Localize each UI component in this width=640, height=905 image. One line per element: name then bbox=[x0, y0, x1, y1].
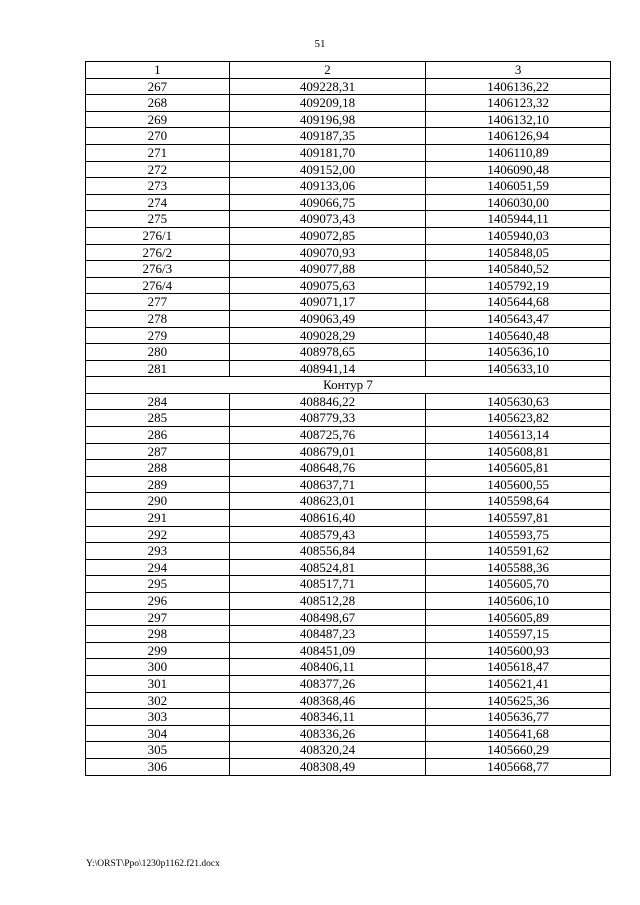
y-coordinate-cell: 1405643,47 bbox=[426, 310, 611, 327]
x-coordinate-cell: 408637,71 bbox=[229, 476, 426, 493]
point-number-cell: 284 bbox=[86, 393, 230, 410]
table-row bbox=[86, 609, 611, 626]
y-coordinate-cell: 1405600,55 bbox=[426, 476, 611, 493]
point-number-cell: 295 bbox=[86, 576, 230, 593]
y-coordinate-cell: 1405636,77 bbox=[426, 709, 611, 726]
table-row bbox=[86, 261, 611, 278]
table-row bbox=[86, 410, 611, 427]
point-number-cell: 286 bbox=[86, 427, 230, 444]
table-row bbox=[86, 144, 611, 161]
table-row bbox=[86, 327, 611, 344]
point-number-cell: 267 bbox=[86, 78, 230, 95]
coordinates-table-body bbox=[86, 62, 611, 776]
y-coordinate-cell: 1405625,36 bbox=[426, 692, 611, 709]
y-coordinate-cell: 1405630,63 bbox=[426, 393, 611, 410]
y-coordinate-cell: 1405605,81 bbox=[426, 460, 611, 477]
table-row bbox=[86, 244, 611, 261]
table-row bbox=[86, 593, 611, 610]
table-row bbox=[86, 393, 611, 410]
y-coordinate-cell: 1405588,36 bbox=[426, 559, 611, 576]
x-coordinate-cell: 408556,84 bbox=[229, 543, 426, 560]
table-header-row bbox=[86, 62, 611, 79]
x-coordinate-cell: 409209,18 bbox=[229, 95, 426, 112]
header-cell-y: 3 bbox=[426, 62, 611, 79]
point-number-cell: 268 bbox=[86, 95, 230, 112]
point-number-cell: 291 bbox=[86, 510, 230, 527]
y-coordinate-cell: 1405660,29 bbox=[426, 742, 611, 759]
x-coordinate-cell: 409072,85 bbox=[229, 227, 426, 244]
y-coordinate-cell: 1405606,10 bbox=[426, 593, 611, 610]
x-coordinate-cell: 408498,67 bbox=[229, 609, 426, 626]
y-coordinate-cell: 1405633,10 bbox=[426, 360, 611, 377]
point-number-cell: 296 bbox=[86, 593, 230, 610]
y-coordinate-cell: 1406136,22 bbox=[426, 78, 611, 95]
table-row bbox=[86, 310, 611, 327]
y-coordinate-cell: 1406123,32 bbox=[426, 95, 611, 112]
point-number-cell: 276/1 bbox=[86, 227, 230, 244]
table-row bbox=[86, 675, 611, 692]
x-coordinate-cell: 408579,43 bbox=[229, 526, 426, 543]
x-coordinate-cell: 408524,81 bbox=[229, 559, 426, 576]
point-number-cell: 292 bbox=[86, 526, 230, 543]
x-coordinate-cell: 409196,98 bbox=[229, 111, 426, 128]
table-row bbox=[86, 227, 611, 244]
table-row bbox=[86, 559, 611, 576]
table-row bbox=[86, 427, 611, 444]
y-coordinate-cell: 1405644,68 bbox=[426, 294, 611, 311]
table-row bbox=[86, 659, 611, 676]
table-row bbox=[86, 360, 611, 377]
section-row bbox=[86, 377, 611, 394]
x-coordinate-cell: 409066,75 bbox=[229, 194, 426, 211]
table-row bbox=[86, 443, 611, 460]
table-row bbox=[86, 277, 611, 294]
y-coordinate-cell: 1406132,10 bbox=[426, 111, 611, 128]
point-number-cell: 275 bbox=[86, 211, 230, 228]
y-coordinate-cell: 1406090,48 bbox=[426, 161, 611, 178]
point-number-cell: 290 bbox=[86, 493, 230, 510]
point-number-cell: 293 bbox=[86, 543, 230, 560]
x-coordinate-cell: 409152,00 bbox=[229, 161, 426, 178]
table-row bbox=[86, 178, 611, 195]
table-row bbox=[86, 161, 611, 178]
y-coordinate-cell: 1405608,81 bbox=[426, 443, 611, 460]
point-number-cell: 288 bbox=[86, 460, 230, 477]
y-coordinate-cell: 1405623,82 bbox=[426, 410, 611, 427]
y-coordinate-cell: 1405641,68 bbox=[426, 725, 611, 742]
point-number-cell: 287 bbox=[86, 443, 230, 460]
point-number-cell: 285 bbox=[86, 410, 230, 427]
y-coordinate-cell: 1405621,41 bbox=[426, 675, 611, 692]
point-number-cell: 270 bbox=[86, 128, 230, 145]
x-coordinate-cell: 408978,65 bbox=[229, 344, 426, 361]
y-coordinate-cell: 1405944,11 bbox=[426, 211, 611, 228]
x-coordinate-cell: 408487,23 bbox=[229, 626, 426, 643]
table-row bbox=[86, 211, 611, 228]
y-coordinate-cell: 1406126,94 bbox=[426, 128, 611, 145]
x-coordinate-cell: 409075,63 bbox=[229, 277, 426, 294]
table-row bbox=[86, 111, 611, 128]
x-coordinate-cell: 408616,40 bbox=[229, 510, 426, 527]
point-number-cell: 280 bbox=[86, 344, 230, 361]
table-row bbox=[86, 128, 611, 145]
x-coordinate-cell: 409028,29 bbox=[229, 327, 426, 344]
point-number-cell: 276/4 bbox=[86, 277, 230, 294]
table-row bbox=[86, 476, 611, 493]
point-number-cell: 271 bbox=[86, 144, 230, 161]
file-path-footer: Y:\ORST\Ppo\1230p1162.f21.docx bbox=[86, 859, 220, 869]
point-number-cell: 300 bbox=[86, 659, 230, 676]
table-row bbox=[86, 294, 611, 311]
table-row bbox=[86, 194, 611, 211]
y-coordinate-cell: 1405605,70 bbox=[426, 576, 611, 593]
y-coordinate-cell: 1405848,05 bbox=[426, 244, 611, 261]
x-coordinate-cell: 408336,26 bbox=[229, 725, 426, 742]
y-coordinate-cell: 1405598,64 bbox=[426, 493, 611, 510]
x-coordinate-cell: 408308,49 bbox=[229, 758, 426, 775]
x-coordinate-cell: 408517,71 bbox=[229, 576, 426, 593]
point-number-cell: 276/2 bbox=[86, 244, 230, 261]
x-coordinate-cell: 408320,24 bbox=[229, 742, 426, 759]
x-coordinate-cell: 409228,31 bbox=[229, 78, 426, 95]
point-number-cell: 304 bbox=[86, 725, 230, 742]
y-coordinate-cell: 1405840,52 bbox=[426, 261, 611, 278]
header-cell-x: 2 bbox=[229, 62, 426, 79]
table-row bbox=[86, 709, 611, 726]
y-coordinate-cell: 1405792,19 bbox=[426, 277, 611, 294]
table-row bbox=[86, 692, 611, 709]
y-coordinate-cell: 1406051,59 bbox=[426, 178, 611, 195]
table-row bbox=[86, 460, 611, 477]
x-coordinate-cell: 408623,01 bbox=[229, 493, 426, 510]
table-row bbox=[86, 493, 611, 510]
table-row bbox=[86, 95, 611, 112]
point-number-cell: 298 bbox=[86, 626, 230, 643]
point-number-cell: 278 bbox=[86, 310, 230, 327]
y-coordinate-cell: 1405940,03 bbox=[426, 227, 611, 244]
table-row bbox=[86, 725, 611, 742]
point-number-cell: 274 bbox=[86, 194, 230, 211]
y-coordinate-cell: 1405593,75 bbox=[426, 526, 611, 543]
x-coordinate-cell: 408406,11 bbox=[229, 659, 426, 676]
y-coordinate-cell: 1405605,89 bbox=[426, 609, 611, 626]
y-coordinate-cell: 1405591,62 bbox=[426, 543, 611, 560]
x-coordinate-cell: 409070,93 bbox=[229, 244, 426, 261]
y-coordinate-cell: 1406110,89 bbox=[426, 144, 611, 161]
table-row bbox=[86, 626, 611, 643]
x-coordinate-cell: 408512,28 bbox=[229, 593, 426, 610]
x-coordinate-cell: 408451,09 bbox=[229, 642, 426, 659]
point-number-cell: 299 bbox=[86, 642, 230, 659]
x-coordinate-cell: 408377,26 bbox=[229, 675, 426, 692]
y-coordinate-cell: 1405613,14 bbox=[426, 427, 611, 444]
x-coordinate-cell: 408368,46 bbox=[229, 692, 426, 709]
point-number-cell: 279 bbox=[86, 327, 230, 344]
x-coordinate-cell: 409187,35 bbox=[229, 128, 426, 145]
x-coordinate-cell: 409077,88 bbox=[229, 261, 426, 278]
point-number-cell: 276/3 bbox=[86, 261, 230, 278]
point-number-cell: 305 bbox=[86, 742, 230, 759]
y-coordinate-cell: 1405636,10 bbox=[426, 344, 611, 361]
table-row bbox=[86, 526, 611, 543]
x-coordinate-cell: 408648,76 bbox=[229, 460, 426, 477]
point-number-cell: 301 bbox=[86, 675, 230, 692]
x-coordinate-cell: 409071,17 bbox=[229, 294, 426, 311]
x-coordinate-cell: 409181,70 bbox=[229, 144, 426, 161]
point-number-cell: 294 bbox=[86, 559, 230, 576]
table-row bbox=[86, 78, 611, 95]
x-coordinate-cell: 408679,01 bbox=[229, 443, 426, 460]
y-coordinate-cell: 1405668,77 bbox=[426, 758, 611, 775]
point-number-cell: 297 bbox=[86, 609, 230, 626]
point-number-cell: 289 bbox=[86, 476, 230, 493]
table-row bbox=[86, 742, 611, 759]
table-row bbox=[86, 642, 611, 659]
table-row bbox=[86, 344, 611, 361]
x-coordinate-cell: 408725,76 bbox=[229, 427, 426, 444]
y-coordinate-cell: 1406030,00 bbox=[426, 194, 611, 211]
point-number-cell: 272 bbox=[86, 161, 230, 178]
point-number-cell: 269 bbox=[86, 111, 230, 128]
x-coordinate-cell: 409073,43 bbox=[229, 211, 426, 228]
point-number-cell: 273 bbox=[86, 178, 230, 195]
section-title: Контур 7 bbox=[86, 377, 611, 394]
y-coordinate-cell: 1405600,93 bbox=[426, 642, 611, 659]
x-coordinate-cell: 408846,22 bbox=[229, 393, 426, 410]
x-coordinate-cell: 409063,49 bbox=[229, 310, 426, 327]
page-number: 51 bbox=[314, 38, 326, 50]
x-coordinate-cell: 408346,11 bbox=[229, 709, 426, 726]
table-row bbox=[86, 510, 611, 527]
point-number-cell: 277 bbox=[86, 294, 230, 311]
header-cell-point: 1 bbox=[86, 62, 230, 79]
table-row bbox=[86, 758, 611, 775]
y-coordinate-cell: 1405618,47 bbox=[426, 659, 611, 676]
y-coordinate-cell: 1405640,48 bbox=[426, 327, 611, 344]
point-number-cell: 302 bbox=[86, 692, 230, 709]
coordinates-table bbox=[85, 61, 611, 776]
x-coordinate-cell: 408941,14 bbox=[229, 360, 426, 377]
point-number-cell: 303 bbox=[86, 709, 230, 726]
y-coordinate-cell: 1405597,81 bbox=[426, 510, 611, 527]
table-row bbox=[86, 543, 611, 560]
point-number-cell: 306 bbox=[86, 758, 230, 775]
x-coordinate-cell: 409133,06 bbox=[229, 178, 426, 195]
y-coordinate-cell: 1405597,15 bbox=[426, 626, 611, 643]
x-coordinate-cell: 408779,33 bbox=[229, 410, 426, 427]
table-row bbox=[86, 576, 611, 593]
point-number-cell: 281 bbox=[86, 360, 230, 377]
